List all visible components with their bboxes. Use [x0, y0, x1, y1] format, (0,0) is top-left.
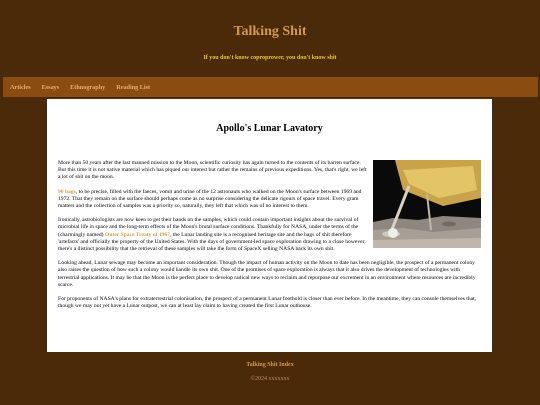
paragraph-3-end: , the Lunar landing site is a recognised heritage site and the bags of shit therefore 'artefacts' and officially the property of the United States. With the days of government-led space exploration drawing to a close however, there's a distinct possibility that the retrieval of these samples will take the form of SpaceX selling NASA back its own shit. [58, 231, 366, 253]
site-title[interactable]: Talking Shit [233, 24, 307, 39]
article-title: Apollo's Lunar Lavatory [216, 123, 323, 134]
nav-item-articles[interactable]: Articles [10, 83, 31, 91]
site-footer [0, 362, 540, 382]
moon-lander-photo [373, 160, 481, 248]
paragraph-1: More than 50 years after the last manned mission to the Moon, scientific curiosity has again turned to the contents of its barren surface. But this time it is not native material which has piqued our interest but rather the remains of previous expeditions. Yes, that's right, we left a lot of shit on the moon. [58, 160, 367, 181]
paragraph-4: Looking ahead, Lunar sewage may become an important consideration. Though the impact of human activity on the Moon to date has been negligible, the prospect of a permanent colony also raises the question of how such a colony would handle its own shit. One of the promises of space exploration is always that it also drives the development of technologies with terrestrial applications. It may be that the Moon is the perfect place to develop radical new ways to reclaim and repurpose our excrement in an environment where resources are incredibly scarce. [58, 260, 476, 288]
nav-item-ethnography[interactable]: Ethnography [70, 83, 106, 91]
paragraph-2-text: , to be precise, filled with the faeces, vomit and urine of the 12 astronauts who walked on the Moon's surface between 1969 and 1972. That they remain on the surface should perhaps come as no surprise considering the delicate rigours of space travel. Every gram matters and the collection of samples was a priority so, naturally, they left that which was of no interest to them. [58, 188, 362, 210]
article-container [47, 99, 492, 352]
nav-item-reading-list[interactable]: Reading List [116, 83, 151, 91]
article-body [58, 160, 481, 310]
paragraph-5: For proponents of NASA's plans for extraterrestrial colonisation, the prospect of a permanent Lunar foothold is closer than ever before. In the meantime, they can console themselves that, though we may not yet have a Lunar outpost, we can at least lay claim to having created the first Lunar outhouse. [58, 296, 477, 310]
nav-item-essays[interactable]: Essays [41, 83, 60, 91]
main-nav [3, 77, 538, 97]
link-outer-space-treaty[interactable]: Outer Space Treaty of 1967 [104, 231, 171, 238]
site-tagline: If you don't know coproprower, you don't know shit [203, 55, 337, 61]
footer-index-link[interactable]: Talking Shit Index [246, 362, 294, 368]
copyright-text: ©2024 xxxxxxx [250, 376, 290, 382]
link-96-bags[interactable]: 96 bags [58, 188, 76, 195]
site-header [0, 0, 540, 76]
paragraph-3-start: Ironically, astrobiologists are now keen to get their hands on the samples, which could contain important insights about the survival of microbial life in space and the long-term effects of the Moon's brutal surface conditions. Thankfully for NASA, under the terms of the (charmingly named) [58, 217, 359, 238]
